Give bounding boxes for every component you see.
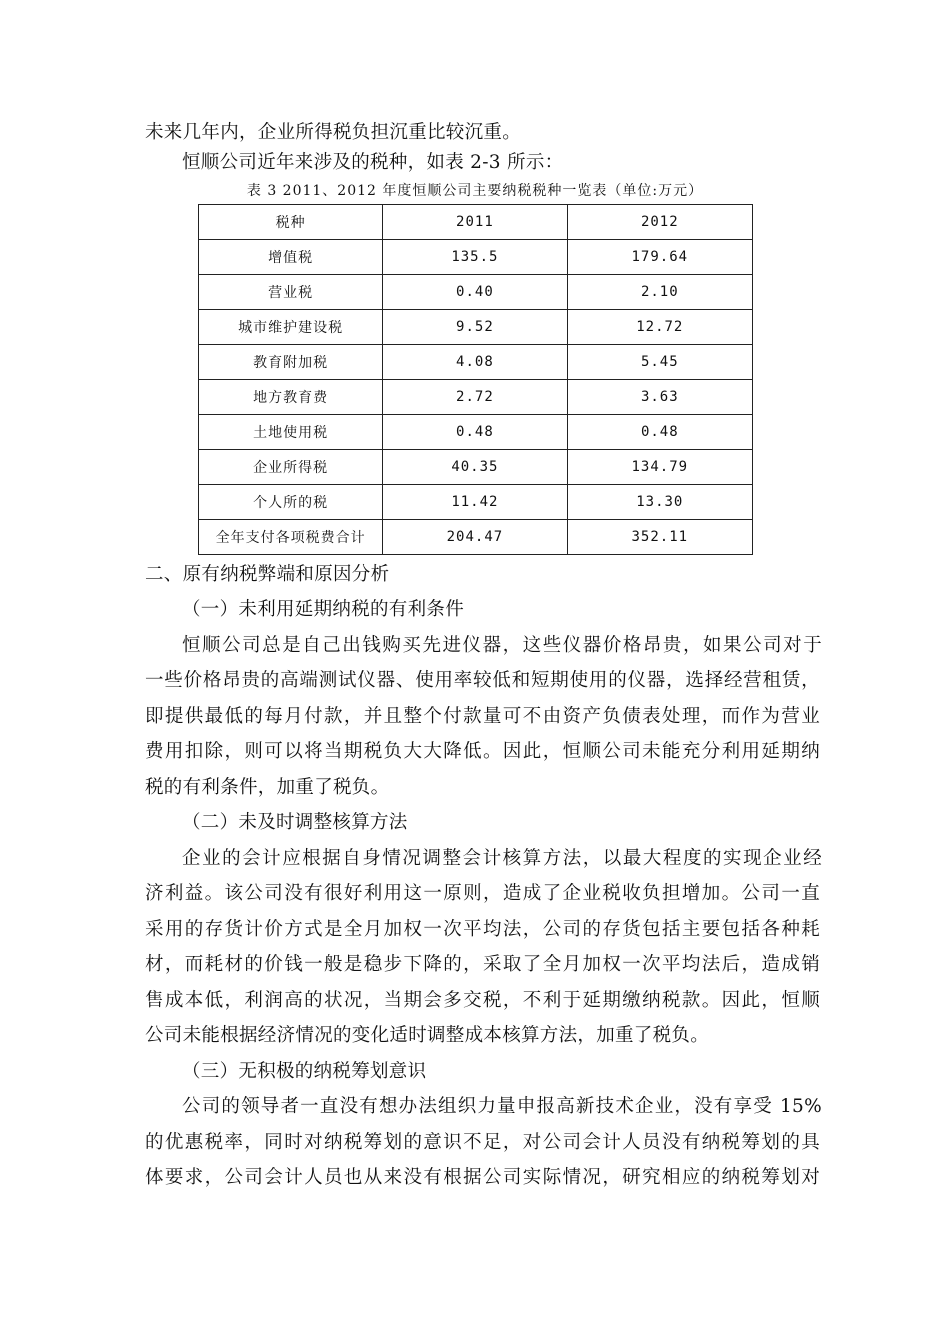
paragraph-line: 未来几年内，企业所得税负担沉重比较沉重。 [145,122,522,143]
paragraph-line: 售成本低，利润高的状况，当期会多交税，不利于延期缴纳税款。因此，恒顺 [145,990,820,1011]
table-cell-2012: 3.63 [567,380,752,415]
paragraph-line: 费用扣除，则可以将当期税负大大降低。因此，恒顺公司未能充分利用延期纳 [145,741,820,762]
table-cell-tax-name: 城市维护建设税 [199,310,383,345]
table-cell-2011: 9.52 [383,310,567,345]
table-cell-2012: 179.64 [567,240,752,275]
table-row [199,345,753,380]
paragraph-line: 材，而耗材的价钱一般是稳步下降的，采取了全月加权一次平均法后，造成销 [145,954,820,975]
table-cell-tax-name: 营业税 [199,275,383,310]
paragraph-line: 济利益。该公司没有很好利用这一原则，造成了企业税收负担增加。公司一直 [145,883,820,904]
table-cell-2012: 134.79 [567,450,752,485]
table-cell-tax-name: 土地使用税 [199,415,383,450]
table-row [199,450,753,485]
table-row [199,275,753,310]
table-cell-2011: 40.35 [383,450,567,485]
section-heading: 二、原有纳税弊端和原因分析 [145,564,390,585]
paragraph-line: 公司的领导者一直没有想办法组织力量申报高新技术企业，没有享受 15% [182,1096,822,1117]
paragraph-line: 恒顺公司近年来涉及的税种，如表 2-3 所示： [182,152,564,173]
subsection-heading: （三）无积极的纳税筹划意识 [182,1061,427,1082]
table-cell-2011: 4.08 [383,345,567,380]
table-cell-tax-name: 教育附加税 [199,345,383,380]
paragraph-line: 恒顺公司总是自己出钱购买先进仪器，这些仪器价格昂贵，如果公司对于 [182,635,822,656]
table-cell-2011: 0.48 [383,415,567,450]
table-row [199,415,753,450]
table-caption: 表 3 2011、2012 年度恒顺公司主要纳税税种一览表（单位:万元） [246,183,704,199]
table-cell-tax-name: 增值税 [199,240,383,275]
table-cell-tax-name: 企业所得税 [199,450,383,485]
paragraph-line: 采用的存货计价方式是全月加权一次平均法，公司的存货包括主要包括各种耗 [145,919,820,940]
table-cell-2011: 2.72 [383,380,567,415]
paragraph-line: 公司未能根据经济情况的变化适时调整成本核算方法，加重了税负。 [145,1025,710,1046]
table-row [199,240,753,275]
table-cell-2011: 11.42 [383,485,567,520]
subsection-heading: （一）未利用延期纳税的有利条件 [182,599,465,620]
table-row [199,310,753,345]
table-cell-tax-name: 全年支付各项税费合计 [199,520,383,555]
paragraph-line: 一些价格昂贵的高端测试仪器、使用率较低和短期使用的仪器，选择经营租赁， [145,670,820,691]
table-row [199,485,753,520]
paragraph-line: 体要求，公司会计人员也从来没有根据公司实际情况，研究相应的纳税筹划对 [145,1167,820,1188]
table-cell-tax-name: 地方教育费 [199,380,383,415]
table-cell-2011: 204.47 [383,520,567,555]
table-header-cell: 2011 [383,205,567,240]
table-cell-2012: 13.30 [567,485,752,520]
paragraph-line: 企业的会计应根据自身情况调整会计核算方法，以最大程度的实现企业经 [182,848,822,869]
subsection-heading: （二）未及时调整核算方法 [182,812,408,833]
table-total-row [199,520,753,555]
table-cell-tax-name: 个人所的税 [199,485,383,520]
table-cell-2012: 12.72 [567,310,752,345]
table-cell-2011: 0.40 [383,275,567,310]
paragraph-line: 的优惠税率，同时对纳税筹划的意识不足，对公司会计人员没有纳税筹划的具 [145,1132,820,1153]
table-header-cell: 2012 [567,205,752,240]
table-cell-2012: 5.45 [567,345,752,380]
table-cell-2012: 352.11 [567,520,752,555]
table-row [199,380,753,415]
tax-table [198,204,753,555]
table-header-cell: 税种 [199,205,383,240]
paragraph-line: 税的有利条件，加重了税负。 [145,777,390,798]
table-cell-2012: 0.48 [567,415,752,450]
paragraph-line: 即提供最低的每月付款，并且整个付款量可不由资产负债表处理，而作为营业 [145,706,820,727]
table-cell-2011: 135.5 [383,240,567,275]
table-cell-2012: 2.10 [567,275,752,310]
table-header-row [199,205,753,240]
